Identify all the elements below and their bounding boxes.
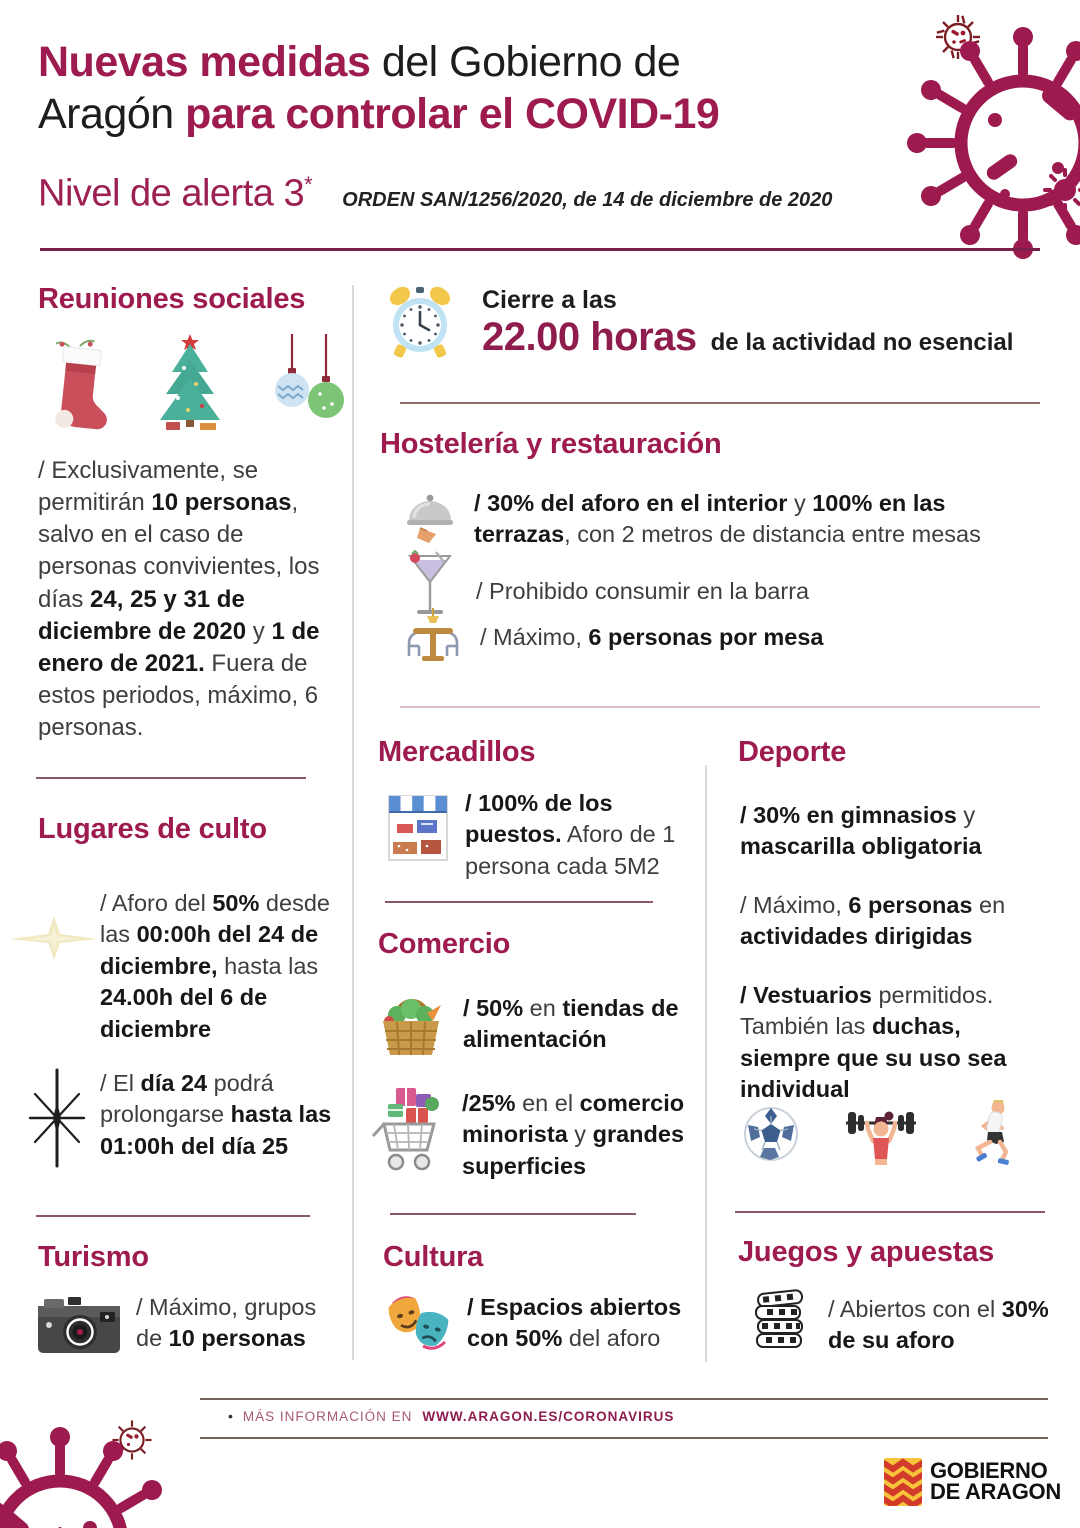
lugares-bullet-2-text: / El día 24 podrá prolongarse hasta las 01:00h del día 25: [100, 1070, 332, 1159]
deporte-bullet-1-text: / 30% en gimnasios y mascarilla obligatoria: [740, 802, 982, 860]
logo-line-2: DE ARAGON: [930, 1479, 1061, 1504]
mercadillos-divider: [385, 901, 653, 903]
star-icon-wrap: [18, 1068, 96, 1173]
header-divider: [40, 248, 1040, 251]
virus-large-bottom-icon: [0, 1418, 175, 1528]
hosteleria-bullet-3: [402, 608, 1040, 666]
turismo-divider: [36, 1215, 310, 1217]
table-chairs-icon: [402, 608, 464, 666]
mercadillos-bullet-1-text: / 100% de los puestos. Aforo de 1 persona cada 5M2: [465, 790, 676, 879]
juegos-bullet-1: [748, 1288, 1053, 1360]
hosteleria-bullet-1: [402, 488, 1046, 551]
christmas-stocking-icon: [36, 336, 118, 432]
comercio-bullet-2-text: /25% en el comercio minorista y grandes superficies: [462, 1090, 685, 1179]
page-title: [38, 36, 878, 141]
comet-star-icon: [10, 910, 98, 966]
market-stall-icon: [385, 788, 451, 866]
juegos-divider: [735, 1211, 1045, 1213]
left-column-divider: [352, 285, 354, 1360]
serving-tray-icon: [402, 488, 458, 546]
soccer-ball-icon: [742, 1105, 800, 1163]
section-title-lugares: Lugares de culto: [38, 813, 267, 845]
closure-line1: Cierre a las: [482, 286, 617, 314]
closure-time: 22.00 horas: [482, 315, 697, 359]
footer-info-url[interactable]: WWW.ARAGON.ES/CORONAVIRUS: [422, 1408, 675, 1424]
juegos-bullet-1-text: / Abiertos con el 30% de su aforo: [828, 1296, 1049, 1354]
section-title-cultura: Cultura: [383, 1241, 484, 1273]
star-icon: [18, 1068, 96, 1168]
deporte-icons: [742, 1098, 1018, 1170]
title-highlight-2: para controlar el COVID-19: [185, 90, 720, 139]
turismo-bullet-1: [36, 1292, 346, 1356]
middle-column-divider: [705, 765, 707, 1362]
christmas-ornaments-icon: [262, 334, 352, 432]
hosteleria-bullet-3-text: / Máximo, 6 personas por mesa: [480, 624, 824, 650]
shopping-basket-icon: [375, 985, 447, 1061]
footer-bullet: •: [228, 1408, 233, 1424]
footer-line-top: [200, 1398, 1048, 1400]
closure-block: [482, 286, 1013, 361]
hosteleria-divider: [400, 706, 1040, 708]
turismo-bullet-1-text: / Máximo, grupos de 10 personas: [136, 1294, 317, 1352]
aragon-shield-icon: [884, 1458, 922, 1506]
comercio-bullet-1-text: / 50% en tiendas de alimentación: [463, 995, 679, 1053]
comercio-bullet-2: [368, 1082, 702, 1182]
title-light-2: Aragón: [38, 90, 186, 139]
footer-info: [228, 1408, 674, 1424]
christmas-tree-icon: [144, 332, 236, 432]
section-title-comercio: Comercio: [378, 928, 511, 960]
section-title-juegos: Juegos y apuestas: [738, 1236, 995, 1268]
runner-icon: [962, 1098, 1018, 1170]
logo-line-1: GOBIERNO: [930, 1458, 1048, 1484]
title-rest-1: del Gobierno de: [370, 38, 681, 86]
camera-icon: [36, 1292, 122, 1356]
comet-star-icon-wrap: [10, 910, 98, 971]
deporte-bullet-2-text: / Máximo, 6 personas en actividades dirigidas: [740, 892, 1006, 950]
alarm-clock-icon: [383, 281, 457, 361]
hosteleria-bullet-2-text: / Prohibido consumir en la barra: [476, 578, 810, 604]
cultura-divider: [390, 1213, 636, 1215]
section-title-mercadillos: Mercadillos: [378, 736, 536, 768]
lugares-bullet-1-text: / Aforo del 50% desde las 00:00h del 24 de diciembre, hasta las 24.00h del 6 de diciembre: [100, 890, 330, 1042]
section-title-deporte: Deporte: [738, 736, 847, 768]
order-reference: ORDEN SAN/1256/2020, de 14 de diciembre de 2020: [342, 188, 833, 211]
title-highlight-1: Nuevas medidas: [38, 38, 371, 86]
virus-large-top-icon: [893, 18, 1080, 270]
comercio-bullet-1: [375, 985, 698, 1061]
reuniones-paragraph: / Exclusivamente, se permitirán 10 personas, salvo en el caso de personas convivientes, los días 24, 25 y 31 de diciembre de 2020 y 1 de enero de 2021. Fuera de estos periodos, máximo, 6 personas.: [38, 457, 320, 742]
reuniones-icons: [36, 332, 352, 432]
footer-info-label: MÁS INFORMACIÓN EN: [242, 1408, 413, 1424]
weightlifter-icon: [842, 1101, 920, 1167]
section-title-reuniones: Reuniones sociales: [38, 283, 306, 315]
cultura-bullet-1-text: / Espacios abiertos con 50% del aforo: [467, 1294, 682, 1352]
reuniones-divider: [36, 777, 306, 779]
section-title-turismo: Turismo: [38, 1241, 149, 1273]
deporte-bullet-3-text: / Vestuarios permitidos. También las duchas, siempre que su uso sea individual: [740, 982, 1007, 1103]
alert-asterisk: *: [304, 172, 313, 197]
gobierno-aragon-text: [930, 1458, 1061, 1504]
closure-divider: [400, 402, 1040, 404]
cultura-bullet-1: [383, 1290, 697, 1360]
alert-level-label: Nivel de alerta 3*: [38, 172, 313, 215]
hosteleria-bullet-1-text: / 30% del aforo en el interior y 100% en las terrazas, con 2 metros de distancia entre mesas: [474, 490, 981, 548]
theater-masks-icon: [383, 1290, 455, 1360]
closure-line2: de la actividad no esencial: [710, 329, 1014, 356]
gobierno-aragon-logo: [884, 1458, 1061, 1506]
footer-line-bottom: [200, 1437, 1048, 1439]
mercadillos-bullet-1: [385, 788, 680, 882]
section-title-hosteleria: Hostelería y restauración: [380, 428, 722, 460]
shopping-cart-icon: [368, 1082, 448, 1178]
poker-chips-icon: [748, 1288, 810, 1360]
alert-row: [38, 172, 832, 216]
